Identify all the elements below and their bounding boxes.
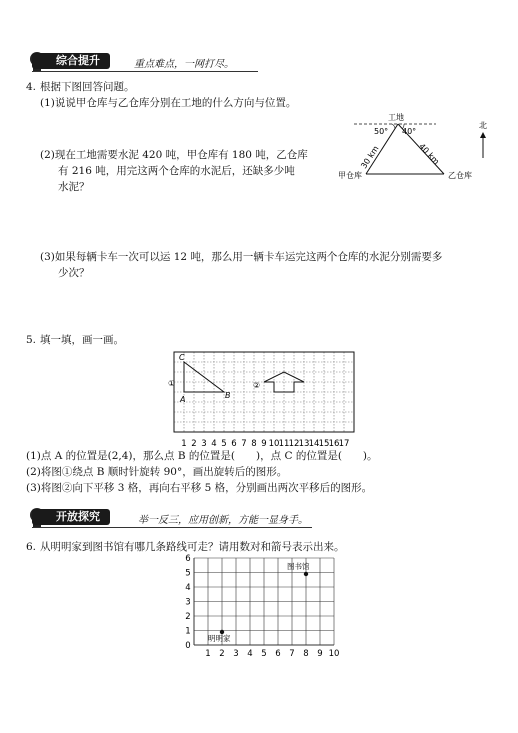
north-arrow-head-icon — [480, 132, 486, 138]
q6-x-tick-label: 1 — [205, 649, 211, 659]
q5-label-b: B — [225, 391, 231, 400]
q6-x-axis-labels — [185, 641, 339, 659]
q5-x-tick-label: 1 — [181, 439, 187, 449]
q5-label-c: C — [179, 353, 185, 362]
q4-part2-line1: (2)现在工地需要水泥 420 吨，甲仓库有 180 吨，乙仓库 — [40, 149, 308, 161]
q5-x-tick-label: 6 — [231, 439, 237, 449]
q6-y-tick-label: 4 — [185, 583, 191, 593]
q5-part3: (3)将图②向下平移 3 格，再向右平移 5 格，分别画出两次平移后的图形。 — [26, 482, 373, 494]
q4-direction-figure — [338, 110, 518, 190]
q6-y-tick-label: 1 — [185, 626, 191, 637]
q4-part3-line1: (3)如果每辆卡车一次可以运 12 吨，那么用一辆卡车运完这两个仓库的水泥分别需要多 — [40, 251, 443, 263]
q4-site-label: 工地 — [388, 113, 404, 122]
q5-x-tick-label: 12 — [288, 439, 300, 449]
q5-number: 5. — [26, 334, 37, 346]
q6-stem: 从明明家到图书馆有哪几条路线可走？请用数对和箭号表示出来。 — [40, 541, 345, 553]
q6-home-label: 明明家 — [208, 634, 231, 643]
q4-north-label: 北 — [479, 121, 487, 130]
section-slogan-comprehensive: 重点难点，一网打尽。 — [134, 59, 234, 70]
q6-number: 6. — [26, 541, 37, 553]
q5-triangle-shape1 — [184, 362, 224, 392]
q4-distance-left: 30 km — [359, 144, 381, 171]
q5-x-tick-label: 10 — [268, 439, 280, 449]
section-underline — [32, 527, 312, 528]
q5-x-tick-label: 4 — [211, 439, 217, 449]
q5-part2: (2)将图①绕点 B 顺时针旋转 90°，画出旋转后的图形。 — [26, 466, 288, 478]
q5-x-tick-label: 7 — [241, 439, 247, 449]
q5-x-tick-label: 17 — [338, 439, 350, 449]
q5-part1: (1)点 A 的位置是(2,4)，那么点 B 的位置是( )，点 C 的位置是( )。 — [26, 450, 378, 462]
section-title-open-exploration: 开放探究 — [32, 509, 110, 525]
q5-x-tick-label: 5 — [221, 439, 227, 449]
section-header-comprehensive — [26, 50, 266, 72]
q4-stem: 根据下图回答问题。 — [40, 81, 135, 93]
q6-x-tick-label: 5 — [261, 649, 267, 659]
q4-angle-left: 50° — [374, 127, 389, 136]
q6-library-label: 图书馆 — [287, 562, 310, 571]
q5-grid-figure — [165, 350, 365, 450]
q5-x-tick-label: 8 — [251, 439, 257, 449]
section-title-comprehensive: 综合提升 — [32, 53, 110, 69]
q5-x-tick-label: 16 — [328, 439, 340, 449]
q5-x-tick-label: 14 — [308, 439, 320, 449]
q4-warehouse-b: 乙仓库 — [448, 171, 472, 180]
section-slogan-open-exploration: 举一反三，应用创新，方能一显身手。 — [138, 515, 308, 526]
q6-y-tick-label: 2 — [185, 612, 191, 622]
q5-x-tick-label: 15 — [318, 439, 330, 449]
q5-stem: 填一填，画一画。 — [40, 334, 124, 346]
section-header-open-exploration — [26, 506, 326, 528]
q6-library-point — [304, 572, 308, 576]
section-underline — [32, 71, 258, 72]
q6-y-tick-label: 3 — [185, 597, 191, 608]
q5-shape2-label: ② — [253, 381, 261, 390]
q5-shape1-label: ① — [168, 379, 176, 388]
q6-x-tick-label: 2 — [219, 649, 225, 659]
q4-warehouse-a: 甲仓库 — [338, 171, 362, 180]
q4-angle-right: 40° — [402, 127, 417, 136]
q6-x-tick-label: 10 — [328, 649, 340, 659]
q5-x-axis-labels — [181, 439, 349, 449]
q5-x-tick-label: 9 — [261, 439, 267, 449]
q6-x-tick-label: 6 — [275, 649, 281, 659]
q6-x-tick-label: 3 — [233, 649, 239, 659]
q6-x-tick-label: 9 — [317, 649, 323, 659]
q5-label-a: A — [180, 395, 186, 404]
q4-part3-line2: 少次？ — [58, 267, 90, 279]
q5-x-tick-label: 2 — [191, 439, 197, 449]
q4-part2-line2: 有 216 吨，用完这两个仓库的水泥后，还缺多少吨 — [58, 165, 295, 177]
q5-x-tick-label: 13 — [298, 439, 310, 449]
q4-part1: (1)说说甲仓库与乙仓库分别在工地的什么方向与位置。 — [40, 97, 297, 109]
q6-grid-lines — [194, 558, 334, 645]
q5-x-tick-label: 3 — [201, 439, 207, 449]
q6-x-tick-label: 4 — [247, 649, 253, 659]
q4-distance-right: 40 km — [417, 141, 441, 167]
q6-y-tick-label: 5 — [185, 568, 191, 579]
q6-x-tick-label: 0 — [185, 641, 191, 651]
q4-number: 4. — [26, 81, 37, 93]
q6-x-tick-label: 7 — [289, 649, 295, 659]
q6-y-axis-labels — [185, 554, 190, 637]
q4-part2-line3: 水泥？ — [58, 181, 90, 193]
q5-x-tick-label: 11 — [278, 439, 290, 449]
q6-grid-figure — [178, 552, 348, 662]
q6-y-tick-label: 6 — [185, 554, 191, 564]
q6-x-tick-label: 8 — [303, 649, 309, 659]
